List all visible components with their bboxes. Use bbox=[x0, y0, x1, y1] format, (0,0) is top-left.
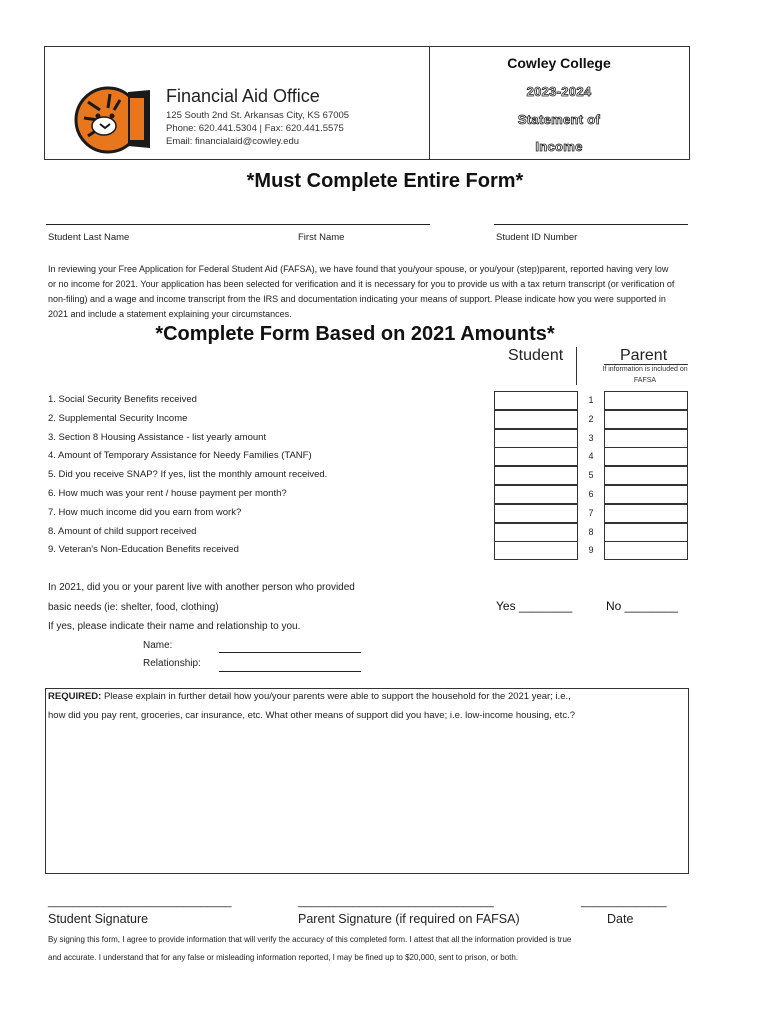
question-label: 7. How much income did you earn from work? bbox=[48, 507, 242, 518]
student-amount-cell[interactable] bbox=[494, 410, 578, 429]
student-signature-line[interactable]: ______________________________ bbox=[48, 896, 232, 908]
form-title-line2: Income bbox=[535, 139, 583, 154]
relationship-line[interactable] bbox=[219, 671, 361, 672]
required-line2: how did you pay rent, groceries, car insurance, etc. What other means of support did you have; i.e. low-income housing, etc.? bbox=[48, 710, 575, 721]
tiger-head-logo-icon bbox=[70, 80, 154, 158]
if-yes-instruction: If yes, please indicate their name and relationship to you. bbox=[48, 621, 301, 632]
parent-amount-cell[interactable] bbox=[604, 504, 688, 523]
first-name-label: First Name bbox=[298, 232, 345, 243]
no-option[interactable]: No ________ bbox=[606, 599, 679, 613]
question-label: 5. Did you receive SNAP? If yes, list the monthly amount received. bbox=[48, 469, 328, 480]
question-label: 4. Amount of Temporary Assistance for Needy Families (TANF) bbox=[48, 450, 312, 461]
parent-amount-cell[interactable] bbox=[604, 447, 688, 466]
office-address: 125 South 2nd St. Arkansas City, KS 67005 bbox=[166, 110, 350, 121]
student-amount-cell[interactable] bbox=[494, 429, 578, 448]
parent-amount-cell[interactable] bbox=[604, 541, 688, 560]
row-number: 3 bbox=[588, 433, 594, 443]
row-number: 8 bbox=[588, 527, 594, 537]
parent-amount-cell[interactable] bbox=[604, 410, 688, 429]
student-column-header: Student bbox=[508, 347, 564, 364]
office-title: Financial Aid Office bbox=[166, 86, 320, 106]
question-label: 1. Social Security Benefits received bbox=[48, 394, 197, 405]
required-bold: REQUIRED: bbox=[48, 691, 102, 702]
row-number: 4 bbox=[588, 451, 594, 461]
household-question-line2: basic needs (ie: shelter, food, clothing) bbox=[48, 602, 219, 613]
required-text-line1 bbox=[48, 691, 571, 702]
parent-amount-cell[interactable] bbox=[604, 391, 688, 410]
question-label: 3. Section 8 Housing Assistance - list yearly amount bbox=[48, 432, 267, 443]
intro-paragraph: In reviewing your Free Application for Federal Student Aid (FAFSA), we have found that you/your spouse, or you/your (step)parent, reported having very low or no income for 2021. Your application has been selected for verification and it is necessary for you to provide us with a tax return transcript (or verification of non-filing) and a wage and income transcript from the IRS and documentation indicating your means of support. Please indicate how you were supported in 2021 and include a statement explaining your circumstances. bbox=[48, 264, 675, 319]
student-signature-label: Student Signature bbox=[48, 912, 149, 926]
award-year: 2023-2024 bbox=[526, 84, 592, 99]
parent-amount-cell[interactable] bbox=[604, 466, 688, 485]
parent-column-header: Parent bbox=[620, 347, 668, 364]
question-label: 9. Veteran's Non-Education Benefits received bbox=[48, 544, 239, 555]
row-number: 7 bbox=[588, 508, 594, 518]
office-email: Email: financialaid@cowley.edu bbox=[166, 136, 300, 147]
parent-amount-cell[interactable] bbox=[604, 485, 688, 504]
question-label: 2. Supplemental Security Income bbox=[48, 413, 188, 424]
student-amount-cell[interactable] bbox=[494, 523, 578, 542]
student-id-label: Student ID Number bbox=[496, 232, 578, 243]
relationship-label: Relationship: bbox=[143, 658, 201, 669]
row-number: 6 bbox=[588, 489, 594, 499]
household-question-line1: In 2021, did you or your parent live with another person who provided bbox=[48, 582, 355, 593]
parent-column-note: If information is included on FAFSA bbox=[602, 366, 688, 384]
parent-signature-line[interactable]: ________________________________ bbox=[298, 896, 494, 908]
question-label: 6. How much was your rent / house payment per month? bbox=[48, 488, 287, 499]
office-phone-fax: Phone: 620.441.5304 | Fax: 620.441.5575 bbox=[166, 123, 344, 134]
student-amount-cell[interactable] bbox=[494, 485, 578, 504]
student-amount-cell[interactable] bbox=[494, 391, 578, 410]
student-id-line[interactable] bbox=[494, 224, 688, 225]
parent-amount-cell[interactable] bbox=[604, 523, 688, 542]
student-column-rule bbox=[576, 347, 577, 385]
name-label: Name: bbox=[143, 640, 173, 651]
student-name-line[interactable] bbox=[46, 224, 430, 225]
student-amount-cell[interactable] bbox=[494, 541, 578, 560]
required-line1: Please explain in further detail how you/your parents were able to support the household for the 2021 year; i.e., bbox=[101, 691, 571, 702]
row-number: 2 bbox=[588, 414, 594, 424]
name-line[interactable] bbox=[219, 652, 361, 653]
college-name: Cowley College bbox=[507, 55, 611, 71]
parent-signature-label: Parent Signature (if required on FAFSA) bbox=[298, 912, 520, 926]
student-last-name-label: Student Last Name bbox=[48, 232, 130, 243]
date-label: Date bbox=[607, 912, 634, 926]
must-complete-heading: *Must Complete Entire Form* bbox=[246, 170, 524, 192]
row-number: 9 bbox=[588, 545, 594, 555]
form-title-line1: Statement of bbox=[517, 112, 601, 127]
date-line[interactable]: ______________ bbox=[581, 896, 667, 908]
parent-amount-cell[interactable] bbox=[604, 429, 688, 448]
student-amount-cell[interactable] bbox=[494, 447, 578, 466]
question-label: 8. Amount of child support received bbox=[48, 526, 197, 537]
row-number: 5 bbox=[588, 470, 594, 480]
yes-option[interactable]: Yes ________ bbox=[496, 599, 573, 613]
attestation-line2: and accurate. I understand that for any false or misleading information reported, I may be fined up to $20,000, sent to prison, or both. bbox=[48, 953, 519, 962]
student-amount-cell[interactable] bbox=[494, 466, 578, 485]
complete-form-heading: *Complete Form Based on 2021 Amounts* bbox=[155, 323, 555, 345]
row-number: 1 bbox=[588, 395, 594, 405]
student-amount-cell[interactable] bbox=[494, 504, 578, 523]
attestation-line1: By signing this form, I agree to provide information that will verify the accuracy of this completed form. I attest that all the information provided is true bbox=[48, 935, 572, 944]
